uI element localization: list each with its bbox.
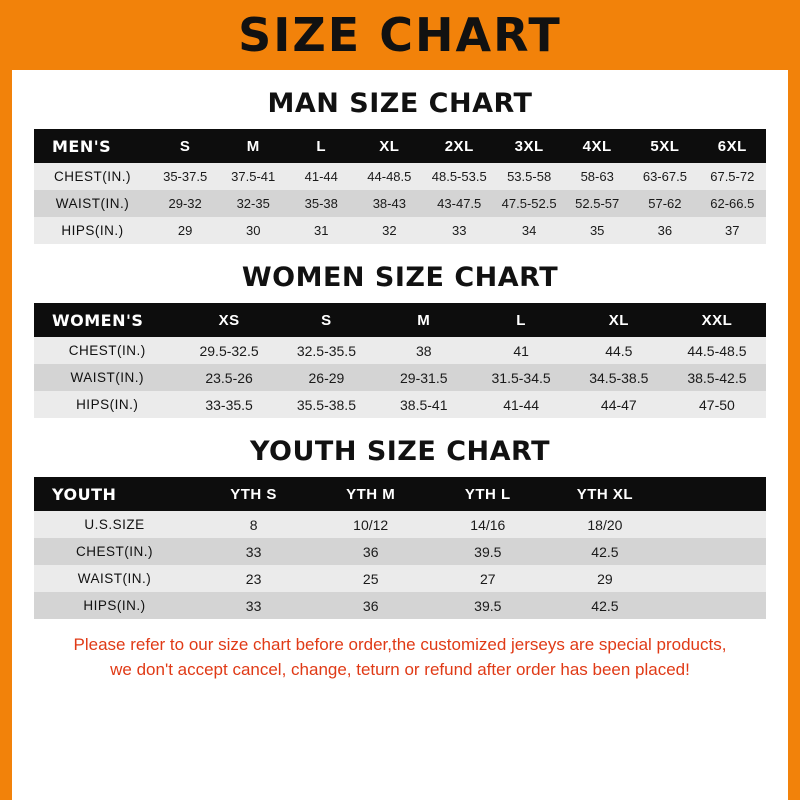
table-row <box>34 391 766 418</box>
cell: 32 <box>382 223 397 238</box>
cell: 42.5 <box>591 597 619 614</box>
cell: 33 <box>245 597 262 614</box>
cell: 38-43 <box>372 196 406 211</box>
cell: 44.5 <box>605 342 633 359</box>
cell: 34 <box>521 223 537 238</box>
column-header: XL <box>608 311 629 329</box>
cell: 35-38 <box>304 196 338 211</box>
cell: 8 <box>249 516 258 533</box>
cell: 39.5 <box>474 543 502 560</box>
cell: 41-44 <box>503 396 540 413</box>
row-label: WAIST(IN.) <box>77 571 152 586</box>
table-row <box>34 163 766 190</box>
cell: 57-62 <box>648 196 682 211</box>
row-label: U.S.SIZE <box>84 517 145 532</box>
row-label: CHEST(IN.) <box>68 343 146 358</box>
cell: 44-48.5 <box>367 169 412 184</box>
table-row <box>34 592 766 619</box>
cell <box>663 511 766 538</box>
cell: 26-29 <box>308 369 345 386</box>
table-row <box>34 538 766 565</box>
row-label: HIPS(IN.) <box>61 223 124 238</box>
column-header: 4XL <box>582 137 612 155</box>
cell: 35-37.5 <box>163 169 208 184</box>
column-header: 5XL <box>650 137 680 155</box>
column-header: 2XL <box>444 137 474 155</box>
table-row <box>34 217 766 244</box>
content <box>12 88 788 682</box>
table-row <box>34 565 766 592</box>
cell: 37 <box>725 223 740 238</box>
cell: 44-47 <box>600 396 637 413</box>
cell: 52.5-57 <box>575 196 620 211</box>
cell: 32.5-35.5 <box>296 342 356 359</box>
cell: 31 <box>314 223 329 238</box>
cell: 32-35 <box>236 196 270 211</box>
column-header: M <box>417 311 431 329</box>
cell: 33 <box>245 543 262 560</box>
cell: 34.5-38.5 <box>589 369 649 386</box>
cell: 30 <box>245 223 261 238</box>
section-title-man: MAN SIZE CHART <box>267 88 533 119</box>
cell: 47.5-52.5 <box>501 196 557 211</box>
cell: 35.5-38.5 <box>296 396 356 413</box>
cell: 14/16 <box>470 516 506 533</box>
column-header: L <box>516 311 526 329</box>
cell: 25 <box>362 570 379 587</box>
disclaimer-line-2: we don't accept cancel, change, teturn or refund after order has been placed! <box>110 659 690 679</box>
cell: 41 <box>513 342 529 359</box>
cell: 44.5-48.5 <box>687 342 747 359</box>
table-header-row <box>34 303 766 337</box>
section-title-women: WOMEN SIZE CHART <box>241 262 559 293</box>
cell <box>663 538 766 565</box>
column-header: 6XL <box>717 137 747 155</box>
banner <box>12 0 788 70</box>
column-header: S <box>321 311 332 329</box>
cell: 27 <box>480 570 496 587</box>
column-header: WOMEN'S <box>52 310 144 330</box>
cell: 38.5-42.5 <box>687 369 747 386</box>
cell: 33 <box>451 223 467 238</box>
cell: 33-35.5 <box>205 396 253 413</box>
row-label: HIPS(IN.) <box>83 598 146 613</box>
row-label: WAIST(IN.) <box>70 370 144 385</box>
cell <box>663 565 766 592</box>
cell: 29-32 <box>168 196 202 211</box>
cell: 41-44 <box>304 169 338 184</box>
table-row <box>34 364 766 391</box>
row-label: CHEST(IN.) <box>54 169 132 184</box>
cell: 43-47.5 <box>437 196 482 211</box>
cell: 23 <box>245 570 262 587</box>
column-header: XS <box>218 311 240 329</box>
column-header: YTH M <box>346 485 396 503</box>
cell: 35 <box>589 223 605 238</box>
table-header-row <box>34 477 766 511</box>
cell: 29 <box>177 223 193 238</box>
row-label: CHEST(IN.) <box>76 544 154 559</box>
column-header: XL <box>379 137 400 155</box>
page-title: SIZE CHART <box>238 8 562 62</box>
row-label: WAIST(IN.) <box>55 196 130 211</box>
cell: 36 <box>657 223 673 238</box>
cell: 42.5 <box>591 543 619 560</box>
cell: 37.5-41 <box>231 169 276 184</box>
cell: 53.5-58 <box>507 169 552 184</box>
cell: 18/20 <box>587 516 623 533</box>
cell: 39.5 <box>474 597 502 614</box>
disclaimer-note <box>34 633 766 682</box>
cell: 63-67.5 <box>642 169 687 184</box>
table-row <box>34 337 766 364</box>
table-row <box>34 511 766 538</box>
column-header: YTH L <box>464 485 511 503</box>
row-label: HIPS(IN.) <box>76 397 139 412</box>
table-row <box>34 190 766 217</box>
column-header: S <box>179 137 191 155</box>
cell: 48.5-53.5 <box>431 169 487 184</box>
column-header: YTH S <box>230 485 277 503</box>
cell: 23.5-26 <box>205 369 253 386</box>
cell: 31.5-34.5 <box>491 369 551 386</box>
cell: 36 <box>362 543 379 560</box>
column-header: L <box>316 137 327 155</box>
cell: 38 <box>415 342 432 359</box>
table-header-row <box>34 129 766 163</box>
column-header: M <box>246 137 260 155</box>
cell: 58-63 <box>580 169 614 184</box>
cell: 36 <box>362 597 379 614</box>
cell: 29.5-32.5 <box>199 342 259 359</box>
cell: 10/12 <box>353 516 389 533</box>
column-header: YTH XL <box>576 485 634 503</box>
cell: 29 <box>597 570 613 587</box>
column-header <box>663 477 766 511</box>
column-header: YOUTH <box>52 484 117 504</box>
column-header: XXL <box>701 311 733 329</box>
man-size-table <box>34 129 766 244</box>
cell: 47-50 <box>699 396 735 413</box>
cell: 38.5-41 <box>400 396 448 413</box>
column-header: 3XL <box>514 137 544 155</box>
section-title-youth: YOUTH SIZE CHART <box>249 436 551 467</box>
youth-size-table <box>34 477 766 619</box>
cell <box>663 592 766 619</box>
women-size-table <box>34 303 766 418</box>
column-header: MEN'S <box>52 136 112 156</box>
cell: 62-66.5 <box>710 196 755 211</box>
cell: 67.5-72 <box>710 169 755 184</box>
cell: 29-31.5 <box>400 369 448 386</box>
disclaimer-line-1: Please refer to our size chart before order,the customized jerseys are special products, <box>73 635 727 654</box>
